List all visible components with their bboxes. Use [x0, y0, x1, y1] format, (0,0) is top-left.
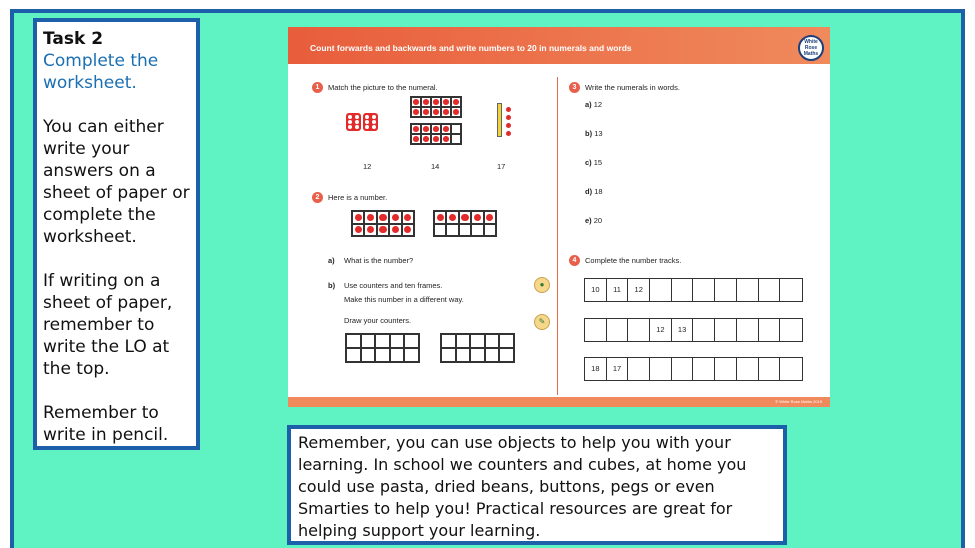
task-heading: Task 2 — [43, 29, 104, 49]
task-paragraph-3: Remember to write in pencil. — [43, 403, 169, 445]
dice-icon — [346, 113, 361, 131]
q2b-text-2: Make this number in a different way. — [344, 295, 464, 304]
q3-item: c) 15 — [585, 158, 603, 167]
ten-rod — [497, 103, 502, 137]
ten-frame — [410, 123, 462, 145]
note-box — [287, 425, 787, 545]
q1-numeral: 12 — [363, 162, 372, 171]
counter-dot — [506, 131, 511, 136]
dice-icon — [363, 113, 378, 131]
worksheet-divider — [557, 77, 558, 395]
q1-numeral: 14 — [431, 162, 440, 171]
q3-item: b) 13 — [585, 129, 603, 138]
counters-icon: ● — [534, 277, 550, 293]
counter-dot — [506, 107, 511, 112]
number-track: 10 11 12 — [584, 278, 803, 302]
worksheet-image — [288, 27, 830, 407]
copyright-text: © White Rose Maths 2019 — [775, 399, 822, 404]
ten-frame — [351, 210, 415, 237]
q3-item: d) 18 — [585, 187, 603, 196]
empty-ten-frame — [345, 333, 420, 363]
white-rose-logo: White Rose Maths — [798, 35, 824, 61]
number-track: 18 17 — [584, 357, 803, 381]
q3-number: 3 — [569, 82, 580, 93]
task-paragraph-2: If writing on a sheet of paper, remember to write the LO at the top. — [43, 271, 173, 379]
q2a-label: a) — [328, 256, 335, 265]
q3-text: Write the numerals in words. — [585, 83, 680, 92]
ten-frame — [410, 96, 462, 118]
worksheet-title: Count forwards and backwards and write numbers to 20 in numerals and words — [310, 43, 632, 53]
q2b-text-1: Use counters and ten frames. — [344, 281, 443, 290]
q2b-text-3: Draw your counters. — [344, 316, 412, 325]
task-instructions-box — [33, 18, 200, 450]
q2-number: 2 — [312, 192, 323, 203]
ten-frame — [433, 210, 497, 237]
counter-dot — [506, 115, 511, 120]
worksheet-footer — [288, 397, 830, 407]
q4-text: Complete the number tracks. — [585, 256, 682, 265]
q2b-label: b) — [328, 281, 336, 290]
pencil-icon: ✎ — [534, 314, 550, 330]
note-text: Remember, you can use objects to help you with your learning. In school we counters and cubes, at home you could use pasta, dried beans, buttons, pegs or even Smarties to help you! Practical resources are great for helping support your learning. — [298, 433, 747, 540]
q2a-text: What is the number? — [344, 256, 414, 265]
empty-ten-frame — [440, 333, 515, 363]
q4-number: 4 — [569, 255, 580, 266]
q3-item: e) 20 — [585, 216, 603, 225]
task-subheading: Complete the worksheet. — [43, 51, 159, 93]
q1-numeral: 17 — [497, 162, 506, 171]
q3-item: a) 12 — [585, 100, 603, 109]
number-track: 12 13 — [584, 318, 803, 342]
q1-number: 1 — [312, 82, 323, 93]
task-paragraph-1: You can either write your answers on a sheet of paper or complete the worksheet. — [43, 117, 190, 247]
worksheet-banner — [288, 27, 830, 64]
counter-dot — [506, 123, 511, 128]
q2-text: Here is a number. — [328, 193, 388, 202]
q1-text: Match the picture to the numeral. — [328, 83, 438, 92]
